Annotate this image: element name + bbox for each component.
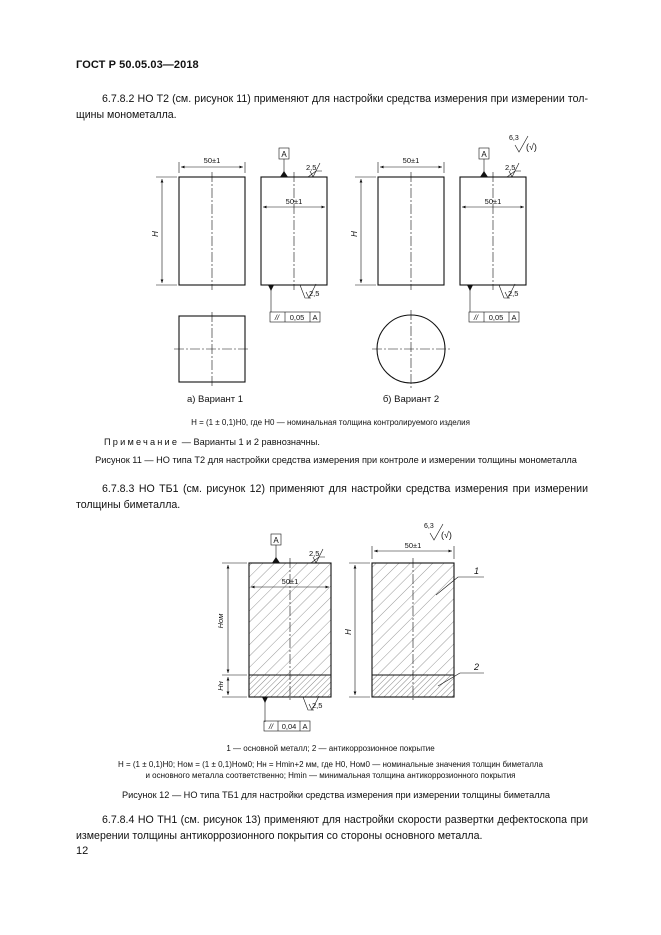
svg-text://: // (274, 313, 280, 322)
page-number: 12 (76, 845, 89, 857)
variant-1-front-view (151, 156, 245, 290)
datum-label: A (481, 150, 487, 159)
paragraph-6-7-8-4 (76, 812, 588, 844)
dimension-height: H (344, 629, 353, 635)
dimension-width: 50±1 (402, 156, 420, 165)
figure-12-formula-line-2: и основного металла соответственно; Hmin — минимальная толщина антикоррозионного покрытия (145, 771, 516, 780)
roughness-symbol (509, 135, 537, 152)
variant-2-side-view (460, 148, 526, 322)
svg-text://: // (473, 313, 479, 322)
figure-11-note (104, 437, 320, 447)
figure-11-formula: H = (1 ± 0,1)H0, где H0 — номинальная толщина контролируемого изделия (191, 418, 470, 427)
variant-2-front-view (350, 156, 444, 290)
dimension-hom: Hом (216, 613, 225, 629)
figure-12-title: Рисунок 12 — НО типа ТБ1 для настройки средства измерения при измерении толщины биметалла (121, 790, 551, 800)
figure-12-formula-line-1: H = (1 ± 0,1)H0; Hом = (1 ± 0,1)Hом0; Hн = Hmin+2 мм, где H0, Hом0 — номинальные значения толщин биметалла (117, 760, 543, 769)
svg-text:A: A (302, 722, 308, 731)
datum-label: A (273, 536, 279, 545)
svg-text:(√): (√) (441, 530, 452, 540)
dimension-width: 50±1 (404, 541, 422, 550)
datum-label: A (281, 150, 287, 159)
svg-text:2,5: 2,5 (309, 549, 320, 558)
figure-12-section-view (216, 534, 331, 731)
figure-12-front-view (344, 541, 484, 702)
roughness-value: 6,3 (509, 135, 519, 142)
tolerance-datum: A (312, 313, 318, 322)
callout-2: 2 (474, 662, 480, 672)
paragraph-line: 6.7.8.2 НО Т2 (см. рисунок 11) применяют для настройки средства измерения при измерении тол- (102, 93, 588, 105)
figure-12-roughness-symbol (424, 523, 452, 540)
roughness-top: 2,5 (505, 163, 516, 172)
dimension-height: H (350, 231, 359, 237)
variant-2-top-view (372, 310, 450, 388)
svg-text:6,3: 6,3 (424, 523, 434, 530)
tolerance-value: 0,05 (488, 313, 504, 322)
svg-text:2,5: 2,5 (312, 701, 323, 710)
paragraph-line: измерении толщины антикоррозионного покрытия со стороны основного металла. (76, 830, 483, 842)
dimension-width: 50±1 (281, 577, 299, 586)
dimension-width: 50±1 (203, 156, 221, 165)
roughness-top: 2,5 (306, 163, 317, 172)
paragraph-line: щины монометалла. (76, 109, 177, 121)
note-text: — Варианты 1 и 2 равнозначны. (179, 437, 320, 447)
figure-12-legend: 1 — основной металл; 2 — антикоррозионное покрытие (226, 744, 435, 753)
paragraph-line: 6.7.8.4 НО ТН1 (см. рисунок 13) применяют для настройки скорости развертки дефектоскопа при (102, 814, 588, 826)
svg-text://: // (268, 722, 274, 731)
roughness-bottom: 2,5 (309, 289, 320, 298)
caption-variant-2: б) Вариант 2 (382, 394, 440, 405)
dimension-height: H (151, 231, 160, 237)
dimension-width: 50±1 (484, 197, 502, 206)
roughness-paren: (√) (526, 142, 537, 152)
dimension-hn: Hн (216, 681, 225, 691)
variant-1-side-view (261, 148, 327, 322)
roughness-bottom: 2,5 (508, 289, 519, 298)
tolerance-datum: A (511, 313, 517, 322)
paragraph-line: 6.7.8.3 НО ТБ1 (см. рисунок 12) применяют для настройки средства измерения при измерении (102, 483, 588, 495)
callout-1: 1 (474, 566, 480, 576)
document-header: ГОСТ Р 50.05.03—2018 (76, 59, 199, 71)
note-label: Примечание (104, 437, 180, 447)
tolerance-value: 0,04 (281, 722, 297, 731)
caption-variant-1: а) Вариант 1 (186, 394, 244, 405)
dimension-width: 50±1 (285, 197, 303, 206)
figure-11-title: Рисунок 11 — НО типа Т2 для настройки средства измерения при контроле и измерении толщины монометалла (95, 455, 577, 465)
paragraph-line: толщины биметалла. (76, 499, 181, 511)
paragraph-6-7-8-3 (76, 481, 588, 513)
variant-1-top-view (174, 312, 250, 386)
tolerance-value: 0,05 (289, 313, 305, 322)
